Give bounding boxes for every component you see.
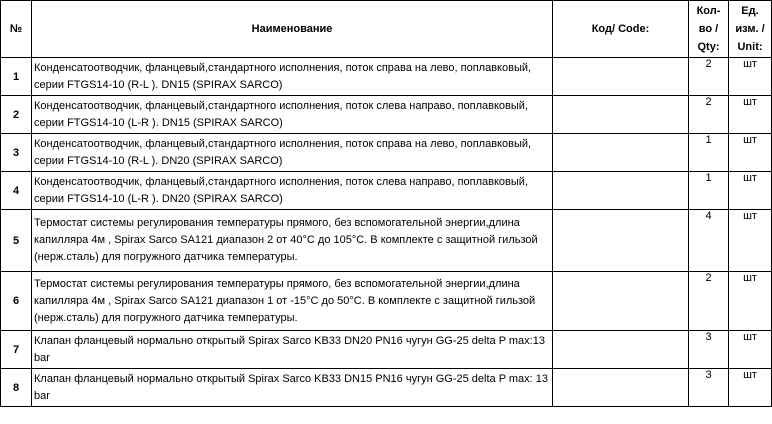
row-quantity: 3 — [689, 331, 729, 369]
row-unit: шт — [729, 96, 772, 134]
row-name: Конденсатоотводчик, фланцевый,стандартного исполнения, поток слева направо, поплавковый, серии FTGS14-10 (L-R ). DN20 (SPIRAX SARCO) — [32, 172, 553, 210]
row-quantity: 2 — [689, 58, 729, 96]
row-unit: шт — [729, 369, 772, 407]
row-unit: шт — [729, 272, 772, 331]
row-number: 6 — [1, 272, 32, 331]
table-row — [1, 369, 772, 407]
table-row — [1, 272, 772, 331]
row-quantity: 2 — [689, 272, 729, 331]
row-code — [553, 272, 689, 331]
header-name: Наименование — [32, 1, 553, 58]
header-number: № — [1, 1, 32, 58]
row-code — [553, 331, 689, 369]
row-number: 4 — [1, 172, 32, 210]
table-row — [1, 96, 772, 134]
row-code — [553, 210, 689, 272]
row-quantity: 2 — [689, 96, 729, 134]
row-unit: шт — [729, 210, 772, 272]
row-name: Термостат системы регулирования температуры прямого, без вспомогательной энергии,длина капилляра 4м , Spirax Sarco SA121 диапазон 2 от 40°C до 105°C. В комплекте с защитной гильзой (нерж.сталь) для погружного датчика температуры. — [32, 210, 553, 272]
row-code — [553, 172, 689, 210]
header-row — [1, 1, 772, 58]
table-row — [1, 134, 772, 172]
row-quantity: 1 — [689, 172, 729, 210]
row-unit: шт — [729, 134, 772, 172]
table-row — [1, 210, 772, 272]
row-code — [553, 58, 689, 96]
row-quantity: 3 — [689, 369, 729, 407]
row-code — [553, 134, 689, 172]
row-unit: шт — [729, 172, 772, 210]
row-name: Термостат системы регулирования температуры прямого, без вспомогательной энергии,длина капилляра 4м , Spirax Sarco SA121 диапазон 1 от -15°C до 50°C. В комплекте с защитной гильзой (нерж.сталь) для погружного датчика температуры. — [32, 272, 553, 331]
row-name: Конденсатоотводчик, фланцевый,стандартного исполнения, поток справа на лево, поплавковый, серии FTGS14-10 (R-L ). DN15 (SPIRAX SARCO) — [32, 58, 553, 96]
table-row — [1, 172, 772, 210]
table-body — [1, 58, 772, 407]
row-name: Клапан фланцевый нормально открытый Spirax Sarco KB33 DN20 PN16 чугун GG-25 delta P max:13 bar — [32, 331, 553, 369]
row-number: 7 — [1, 331, 32, 369]
row-name: Клапан фланцевый нормально открытый Spirax Sarco KB33 DN15 PN16 чугун GG-25 delta P max: 13 bar — [32, 369, 553, 407]
row-number: 8 — [1, 369, 32, 407]
row-unit: шт — [729, 58, 772, 96]
row-name: Конденсатоотводчик, фланцевый,стандартного исполнения, поток слева направо, поплавковый, серии FTGS14-10 (L-R ). DN15 (SPIRAX SARCO) — [32, 96, 553, 134]
row-number: 5 — [1, 210, 32, 272]
row-quantity: 1 — [689, 134, 729, 172]
row-code — [553, 369, 689, 407]
row-number: 3 — [1, 134, 32, 172]
row-unit: шт — [729, 331, 772, 369]
row-name: Конденсатоотводчик, фланцевый,стандартного исполнения, поток справа на лево, поплавковый, серии FTGS14-10 (R-L ). DN20 (SPIRAX SARCO) — [32, 134, 553, 172]
row-number: 2 — [1, 96, 32, 134]
row-quantity: 4 — [689, 210, 729, 272]
header-code: Код/ Code: — [553, 1, 689, 58]
header-unit: Ед. изм. / Unit: — [729, 1, 772, 58]
row-code — [553, 96, 689, 134]
table-row — [1, 58, 772, 96]
table-row — [1, 331, 772, 369]
row-number: 1 — [1, 58, 32, 96]
header-quantity: Кол-во / Qty: — [689, 1, 729, 58]
